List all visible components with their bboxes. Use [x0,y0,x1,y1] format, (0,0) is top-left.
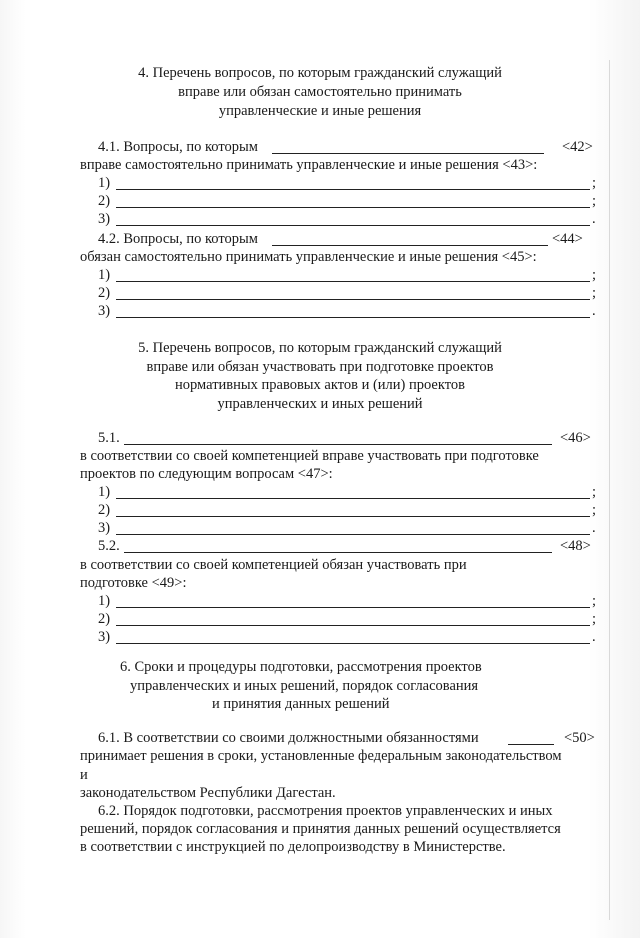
p42-item2-line [116,299,590,300]
p42-item3-line [116,317,590,318]
p42-item1-end: ; [592,267,597,283]
p41-item1-num: 1) [98,175,111,191]
section6-heading-line1: 6. Сроки и процедуры подготовки, рассмотрения проектов [120,659,482,675]
p61-line3: и [80,767,88,783]
p42-ref: <44> [552,231,583,247]
p52-item1-end: ; [592,593,597,609]
p41-item3-num: 3) [98,211,111,227]
p52-item2-line [116,625,590,626]
p51-item2-line [116,516,590,517]
p61-line4: законодательством Республики Дагестан. [80,785,336,801]
section5-heading-line4: управленческих и иных решений [217,396,423,412]
p51-item1-num: 1) [98,484,111,500]
p51-item3-end: . [592,520,596,536]
p62-line1: 6.2. Порядок подготовки, рассмотрения проектов управленческих и иных [98,803,553,819]
section4-heading-line1: 4. Перечень вопросов, по которым гражданский служащий [138,65,502,81]
p61-start: 6.1. В соответствии со своими должностными обязанностями [98,730,479,746]
p52-item3-line [116,643,590,644]
p51-item1-line [116,498,590,499]
p42-item3-end: . [592,303,596,319]
p52-blank-line [124,552,552,553]
p52-item2-end: ; [592,611,597,627]
p61-line2: принимает решения в сроки, установленные федеральным законодательством [80,748,562,764]
p52-line2: в соответствии со своей компетенцией обязан участвовать при [80,557,467,573]
p42-item1-num: 1) [98,267,111,283]
p42-item1-line [116,281,590,282]
section4-heading-line2: вправе или обязан самостоятельно принимать [178,84,462,100]
p52-item3-num: 3) [98,629,111,645]
p42-blank-line [272,245,548,246]
p51-blank-line [124,444,552,445]
p41-item1-line [116,189,590,190]
p51-item3-num: 3) [98,520,111,536]
p41-line2: вправе самостоятельно принимать управленческие и иные решения <43>: [80,157,538,173]
p61-ref: <50> [564,730,595,746]
p41-item2-line [116,207,590,208]
section6-heading-line2: управленческих и иных решений, порядок согласования [130,678,479,694]
p42-item2-end: ; [592,285,597,301]
p62-line3: в соответствии с инструкцией по делопроизводству в Министерстве. [80,839,506,855]
p51-line2: в соответствии со своей компетенцией вправе участвовать при подготовке [80,448,539,464]
p52-num: 5.2. [98,538,120,554]
p41-item3-line [116,225,590,226]
p52-line3: подготовке <49>: [80,575,187,591]
p42-start: 4.2. Вопросы, по которым [98,231,258,247]
p41-blank-line [272,153,544,154]
p51-ref: <46> [560,430,591,446]
p51-item2-num: 2) [98,502,111,518]
section5-heading-line3: нормативных правовых актов и (или) проектов [175,377,465,393]
p41-item2-end: ; [592,193,597,209]
p52-item2-num: 2) [98,611,111,627]
p61-blank-line [508,744,554,745]
p52-item3-end: . [592,629,596,645]
p41-item2-num: 2) [98,193,111,209]
p41-item3-end: . [592,211,596,227]
section5-heading-line1: 5. Перечень вопросов, по которым гражданский служащий [138,340,502,356]
p52-item1-line [116,607,590,608]
p41-ref: <42> [562,139,593,155]
p51-item3-line [116,534,590,535]
p62-line2: решений, порядок согласования и принятия данных решений осуществляется [80,821,561,837]
section4-heading-line3: управленческие и иные решения [218,103,422,119]
p42-item2-num: 2) [98,285,111,301]
p42-line2: обязан самостоятельно принимать управленческие и иные решения <45>: [80,249,537,265]
p42-item3-num: 3) [98,303,111,319]
p51-num: 5.1. [98,430,120,446]
p51-line3: проектов по следующим вопросам <47>: [80,466,333,482]
p51-item1-end: ; [592,484,597,500]
p52-ref: <48> [560,538,591,554]
p41-start: 4.1. Вопросы, по которым [98,139,258,155]
p52-item1-num: 1) [98,593,111,609]
section6-heading-line3: и принятия данных решений [212,696,390,712]
p41-item1-end: ; [592,175,597,191]
page-edge-shadow [609,60,610,920]
section5-heading-line2: вправе или обязан участвовать при подготовке проектов [146,359,494,375]
p51-item2-end: ; [592,502,597,518]
